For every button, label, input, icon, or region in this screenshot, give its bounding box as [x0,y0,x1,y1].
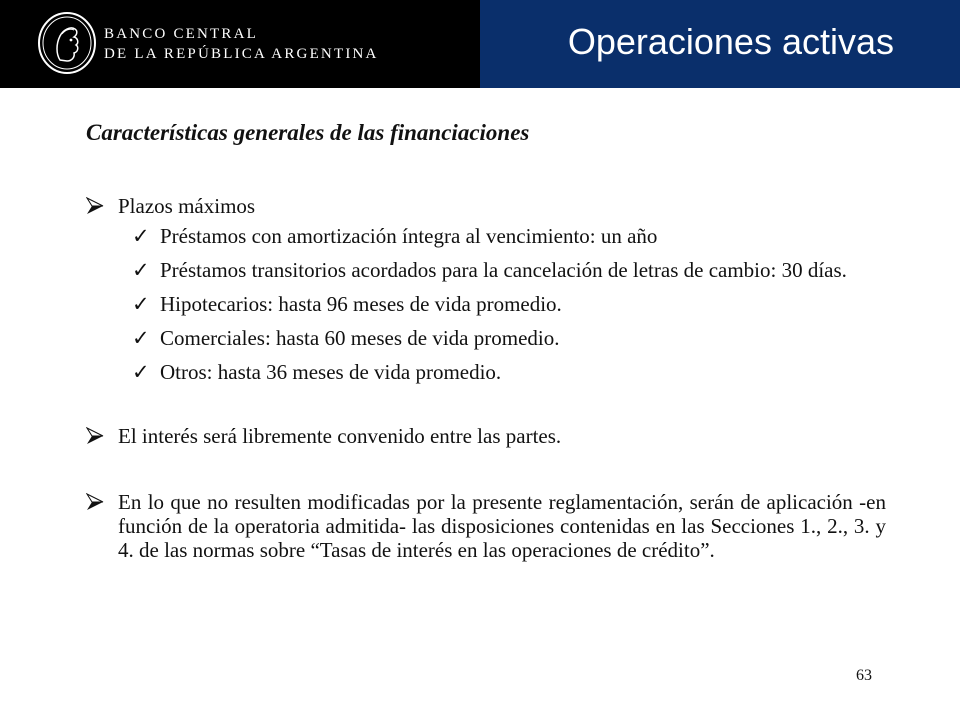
logo-panel [0,0,480,88]
sub-item-text: Préstamos con amortización íntegra al vencimiento: un año [160,224,658,248]
checkmark-icon: ✓ [132,258,150,282]
sub-item [86,292,886,316]
bullet-text: Plazos máximos [118,194,256,218]
sub-item [86,224,886,248]
bullet-text: En lo que no resulten modificadas por la presente reglamentación, serán de aplicación -en función de la operatoria admitida- las disposiciones contenidas en las Secciones 1., 2., 3. y 4. de las normas sobre “Tasas de interés en las operaciones de crédito”. [118,490,886,562]
sub-item-text: Comerciales: hasta 60 meses de vida promedio. [160,326,560,350]
title-panel [480,0,960,88]
bank-name-line2: DE LA REPÚBLICA ARGENTINA [104,46,379,62]
checkmark-icon: ✓ [132,360,150,384]
checkmark-icon: ✓ [132,292,150,316]
checkmark-icon: ✓ [132,224,150,248]
bcra-seal-icon [36,10,98,76]
checkmark-icon: ✓ [132,326,150,350]
sub-item-text: Préstamos transitorios acordados para la cancelación de letras de cambio: 30 días. [160,258,847,282]
arrow-bullet-icon [86,194,112,220]
arrow-bullet-icon [86,424,112,450]
sub-item [86,258,886,282]
slide-content [86,118,886,562]
sub-item-text: Hipotecarios: hasta 96 meses de vida promedio. [160,292,562,316]
bullet-item [86,490,886,562]
section-title: Características generales de las financiaciones [86,120,530,145]
bank-name [104,24,379,64]
arrow-bullet-icon [86,490,112,516]
sub-item [86,360,886,384]
bullet-text: El interés será libremente convenido entre las partes. [118,424,562,448]
sub-item [86,326,886,350]
bullet-item [86,424,886,448]
slide-header [0,0,960,88]
sub-item-text: Otros: hasta 36 meses de vida promedio. [160,360,502,384]
page-number: 63 [856,667,872,684]
bank-name-line1: BANCO CENTRAL [104,26,259,42]
bullet-item [86,194,886,218]
page-title: Operaciones activas [567,21,894,62]
